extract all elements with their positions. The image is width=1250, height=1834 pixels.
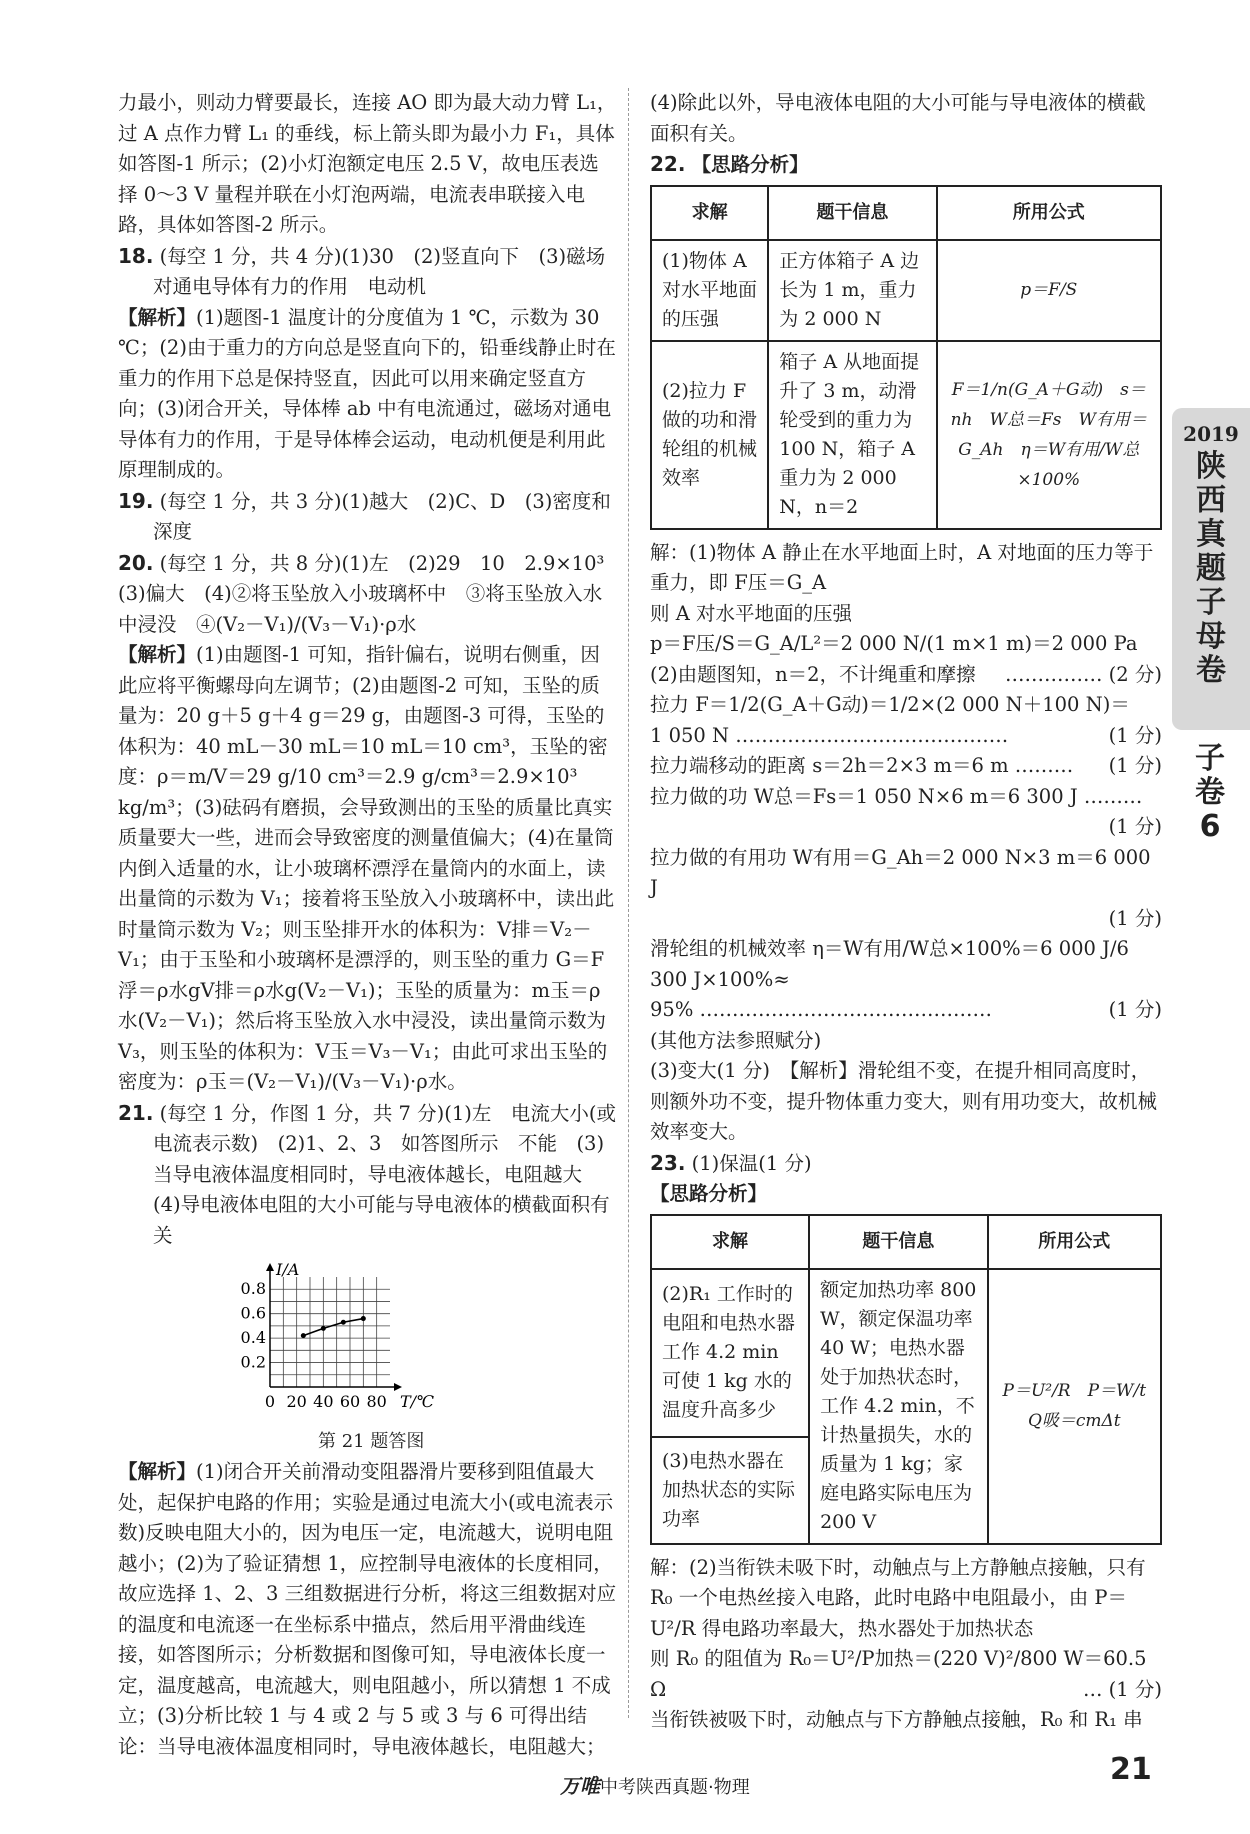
q22-analysis-table (650, 185, 1162, 530)
table-cell: 正方体箱子 A 边长为 1 m，重力为 2 000 N (768, 240, 936, 341)
q22-s3-text: p＝F压/S＝G_A/L²＝2 000 N/(1 m×1 m)＝2 000 Pa (650, 632, 1138, 655)
q19-answer: (每空 1 分，共 3 分)(1)越大 (2)C、D (3)密度和深度 (153, 489, 611, 543)
question-21 (118, 1098, 618, 1252)
q18-tag: 【解析】 (118, 305, 197, 329)
data-point (341, 1320, 346, 1325)
question-18 (118, 241, 618, 303)
column-divider (628, 88, 629, 1718)
q21-tail: (4)除此以外，导电液体电阻的大小可能与导电液体的横截面积有关。 (650, 91, 1146, 145)
x-tick-label: 60 (339, 1392, 361, 1411)
q22-s7-points: (1 分) (1108, 754, 1162, 777)
q22-solution-7 (650, 751, 1162, 782)
table-cell: 额定加热功率 800 W，额定保温功率 40 W；电热水器处于加热状态时，工作 4.2 min，不计热量损失，水的质量为 1 kg；家庭电路实际电压为 200 V (809, 1269, 988, 1544)
q23-u2-points: … (1 分) (1082, 1677, 1162, 1701)
y-axis-arrow (266, 1263, 274, 1271)
y-tick-label: 0.8 (240, 1279, 266, 1299)
header-cell: 所用公式 (988, 1215, 1161, 1269)
header-cell: 求解 (651, 186, 768, 240)
q19-number: 19. (118, 488, 154, 513)
side-year: 2019 (1183, 422, 1239, 446)
table-cell: p＝F/S (937, 240, 1161, 341)
q21-explanation (118, 1457, 618, 1762)
table-row (651, 1269, 1161, 1437)
q20-answer-1: (每空 1 分，共 8 分)(1)左 (2)29 10 2.9×10³ (159, 551, 605, 575)
q18-answer: (每空 1 分，共 4 分)(1)30 (2)竖直向下 (3)磁场对通电导体有力的作用 电动机 (153, 244, 606, 298)
q22-s6-text: 1 050 N …………………………………… (650, 723, 1009, 747)
q21-number: 21. (118, 1100, 154, 1125)
side-num: 6 (1199, 809, 1221, 844)
table-cell: (2)R₁ 工作时的电阻和电热水器工作 4.2 min 可使 1 kg 水的温度升高多少 (651, 1269, 809, 1437)
q23-u2-text: 则 R₀ 的阻值为 R₀＝U²/P加热＝(220 V)²/800 W＝60.5 Ω (650, 1647, 1147, 1701)
right-column (650, 88, 1162, 1736)
header-cell: 所用公式 (937, 186, 1161, 240)
data-point (361, 1316, 366, 1321)
q22-number: 22. (650, 152, 686, 176)
q22-solution-10: 滑轮组的机械效率 η＝W有用/W总×100%＝6 000 J/6 300 J×100%≈ (650, 937, 1129, 991)
brand-logo: 万唯 (560, 1774, 600, 1798)
x-axis-label: T/℃ (400, 1392, 434, 1411)
q18-explanation (118, 303, 618, 486)
q23-analysis-table (650, 1214, 1162, 1545)
table-cell: P＝U²/R P＝W/t Q吸＝cmΔt (988, 1269, 1161, 1544)
q21-caption: 第 21 题答图 (318, 1430, 425, 1452)
q22-solution-1: 解：(1)物体 A 静止在水平地面上时，A 对地面的压力等于重力，即 F压＝G_A (650, 540, 1154, 594)
y-tick-label: 0.2 (240, 1352, 266, 1372)
q23-solution-2 (650, 1644, 1162, 1705)
q20-exp-text: (1)由题图-1 可知，指针偏右，说明右侧重，因此应将平衡螺母向左调节；(2)由题图-2 可知，玉坠的质量为：20 g＋5 g＋4 g＝29 g，由题图-3 可得，玉坠的体积为：40 mL－30 mL＝10 mL＝10 cm³，玉坠的密度：ρ＝m/V＝29 g/10 cm³＝2.9 g/cm³＝2.9×10³ kg/m³；(3)砝码有磨损，会导致测出的玉坠的质量比真实质量要大一些，进而会导致密度的测量值偏大；(4)在量筒内倒入适量的水，让小玻璃杯漂浮在量筒内的水面上，读出量筒的示数为 V₁；接着将玉坠放入小玻璃杯中，读出此时量筒示数为 V₂；则玉坠排开水的体积为：V排＝V₂－V₁；由于玉坠和小玻璃杯是漂浮的，则玉坠的重力 G＝F浮＝ρ水gV排＝ρ水g(V₂－V₁)；玉坠的质量为：m玉＝ρ水(V₂－V₁)；然后将玉坠放入水中浸没，读出量筒示数为 V₃，则玉坠的体积为：V玉＝V₃－V₁；由此可求出玉坠的密度为：ρ玉＝(V₂－V₁)/(V₃－V₁)·ρ水。 (118, 643, 615, 1093)
q22-solution-2: 则 A 对水平地面的压强 (650, 601, 852, 625)
q22-solution-8-points: (1 分) (1108, 815, 1162, 838)
header-cell: 题干信息 (768, 186, 936, 240)
q22-solution-12: (其他方法参照赋分) (650, 1028, 822, 1052)
q22-solution-11 (650, 995, 1162, 1026)
q20-number: 20. (118, 550, 154, 575)
q22-solution-4: (2)由题图知，n＝2，不计绳重和摩擦 (650, 662, 976, 686)
q22-s6-points: (1 分) (1108, 723, 1162, 747)
q22-solution-9-points: (1 分) (1108, 906, 1162, 930)
x-axis-arrow (394, 1383, 402, 1391)
q21-exp-text: (1)闭合开关前滑动变阻器滑片要移到阻值最大处，起保护电路的作用；实验是通过电流大小(或电流表示数)反映电阻大小的，因为电压一定，电流越大，说明电阻越小；(2)为了验证猜想 1，应控制导电液体的长度相同，故应选择 1、2、3 三组数据进行分析，将这三组数据对应的温度和电流逐一在坐标系中描点，然后用平滑曲线连接，如答图所示；分析数据和图像可知，导电液体长度一定，温度越高，电流越大，则电阻越小，所以猜想 1 不成立；(3)分析比较 1 与 4 或 2 与 5 或 3 与 6 可得出结论：当导电液体温度相同时，导电液体越长，电阻越大； (118, 1460, 617, 1758)
q22-solution-8 (650, 782, 1162, 813)
question-20 (118, 548, 618, 580)
q18-number: 18. (118, 243, 154, 268)
q23-solution-1: 解：(2)当衔铁未吸下时，动触点与上方静触点接触，只有 R₀ 一个电热丝接入电路，此时电路中电阻最小，由 P＝U²/R 得电路功率最大，热水器处于加热状态 (650, 1555, 1146, 1640)
table-row (651, 240, 1161, 341)
question-23 (650, 1148, 1162, 1180)
q22-s7-text: 拉力端移动的距离 s＝2h＝2×3 m＝6 m ……… (650, 754, 1074, 777)
table-header-row (651, 186, 1161, 240)
y-tick-label: 0.4 (240, 1328, 266, 1348)
q22-header (650, 149, 1162, 181)
question-19 (118, 486, 618, 548)
page-number: 21 (1110, 1752, 1152, 1787)
table-row (651, 341, 1161, 529)
footer (560, 1770, 750, 1799)
data-point (321, 1326, 326, 1331)
header-cell: 题干信息 (809, 1215, 988, 1269)
side-tab (1172, 408, 1250, 730)
q22-s8-text: 拉力做的功 W总＝Fs＝1 050 N×6 m＝6 300 J ……… (650, 784, 1143, 808)
side-subtab (1180, 742, 1240, 844)
q22-solution-6 (650, 721, 1162, 752)
q20-tag: 【解析】 (118, 643, 197, 666)
table-cell: (3)电热水器在加热状态的实际功率 (651, 1437, 809, 1544)
q21-answer-chart (228, 1257, 434, 1417)
prev-answer-tail: 力最小，则动力臂要最长，连接 AO 即为最大动力臂 L₁，过 A 点作力臂 L₁ 的垂线，标上箭头即为最小力 F₁，具体如答图-1 所示；(2)小灯泡额定电压 2.5 V，故电压表选择 0～3 V 量程并联在小灯泡两端，电流表串联接入电路，具体如答图-2 所示。 (118, 91, 617, 236)
table-cell: (2)拉力 F 做的功和滑轮组的机械效率 (651, 341, 768, 529)
q22-s3-points: …………… (2 分) (1004, 662, 1162, 686)
q20-answer-2: (3)偏大 (4)②将玉坠放入小玻璃杯中 ③将玉坠放入水中浸没 ④(V₂－V₁)/(V₃－V₁)·ρ水 (118, 582, 603, 636)
q23-tag: 【思路分析】 (650, 1182, 768, 1205)
q22-s11-text: 95% ……………………………………… (650, 998, 993, 1021)
header-cell: 求解 (651, 1215, 809, 1269)
q23-solution-3: 当衔铁被吸下时，动触点与下方静触点接触，R₀ 和 R₁ 串 (650, 1708, 1143, 1731)
q22-s11-points: (1 分) (1108, 998, 1162, 1021)
data-curve (303, 1319, 363, 1336)
table-cell: 箱子 A 从地面提升了 3 m，动滑轮受到的重力为 100 N，箱子 A 重力为 2 000 N，n＝2 (768, 341, 936, 529)
q22-solution-5: 拉力 F＝1/2(G_A＋G动)＝1/2×(2 000 N＋100 N)＝ (650, 693, 1130, 716)
q18-exp-text: (1)题图-1 温度计的分度值为 1 ℃，示数为 30 ℃；(2)由于重力的方向总是竖直向下的，铅垂线静止时在重力的作用下总是保持竖直，因此可以用来确定竖直方向；(3)闭合开关，导体棒 ab 中有电流通过，磁场对通电导体有力的作用，于是导体棒会运动，电动机便是利用此原理制成的。 (118, 305, 616, 481)
q23-number: 23. (650, 1150, 686, 1175)
y-tick-label: 0.6 (240, 1303, 266, 1323)
x-tick-label: 0 (264, 1392, 276, 1411)
q23-answer-1: (1)保温(1 分) (691, 1151, 812, 1175)
table-header-row (651, 1215, 1161, 1269)
data-point (301, 1333, 306, 1338)
x-tick-label: 40 (313, 1392, 334, 1411)
q22-tag: 【思路分析】 (691, 153, 809, 176)
table-cell: F＝1/n(G_A＋G动) s＝nh W总＝Fs W有用＝G_Ah η＝W有用/W总×100% (937, 341, 1161, 529)
q20-explanation (118, 640, 618, 1098)
y-axis-label: I/A (276, 1260, 300, 1279)
x-tick-label: 20 (286, 1392, 307, 1411)
footer-text: 中考陕西真题·物理 (600, 1777, 750, 1798)
table-cell: (1)物体 A 对水平地面的压强 (651, 240, 768, 341)
q22-solution-13: (3)变大(1 分) 【解析】滑轮组不变，在提升相同高度时，则额外功不变，提升物体重力变大，则有用功变大，故机械效率变大。 (650, 1059, 1158, 1143)
q21-tag: 【解析】 (118, 1460, 197, 1483)
side-sub: 子卷 (1195, 741, 1225, 810)
side-title: 陕西真题子母卷 (1196, 449, 1226, 688)
left-column (118, 88, 618, 1762)
q22-solution-9: 拉力做的有用功 W有用＝G_Ah＝2 000 N×3 m＝6 000 J (650, 845, 1151, 899)
q21-answer: (每空 1 分，作图 1 分，共 7 分)(1)左 电流大小(或电流表示数) (2)1、2、3 如答图所示 不能 (3)当导电液体温度相同时，导电液体越长，电阻越大 (4)导电液体电阻的大小可能与导电液体的横截面积有关 (153, 1101, 616, 1247)
x-tick-label: 80 (366, 1392, 387, 1411)
